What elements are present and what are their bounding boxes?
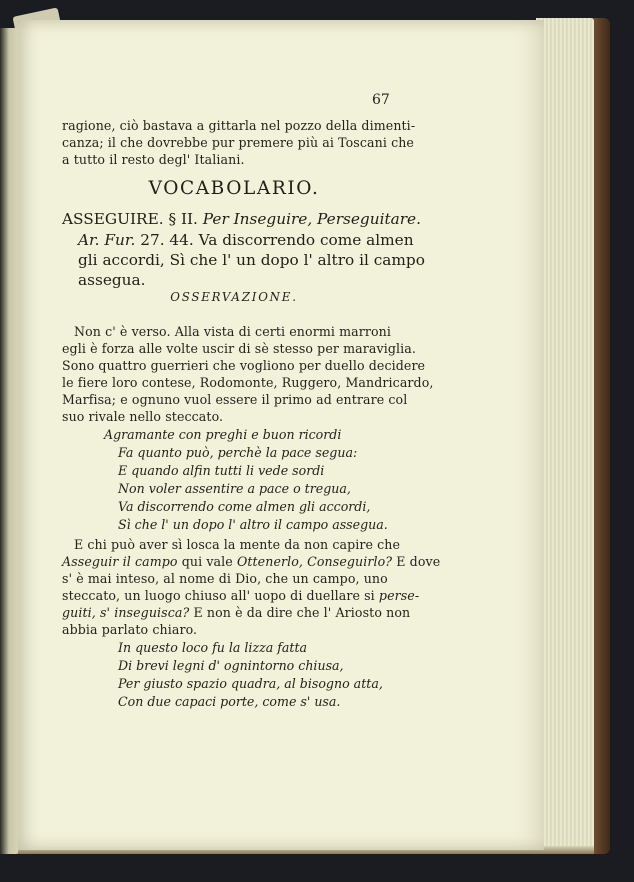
observation-title: OSSERVAZIONE.	[170, 290, 298, 304]
paragraph-line: s' è mai inteso, al nome di Dio, che un campo, uno	[62, 571, 388, 586]
paragraph-line: egli è forza alle volte uscir di sè stesso per maraviglia.	[62, 341, 416, 356]
roman-phrase: E non è da dire che l' Ariosto non	[189, 605, 411, 620]
entry-line	[78, 231, 414, 249]
entry-line: gli accordi, Sì che l' un dopo l' altro il campo	[78, 251, 425, 269]
paragraph-line	[62, 554, 440, 569]
paragraph-line: Sono quattro guerrieri che vogliono per duello decidere	[62, 358, 426, 373]
section-heading: VOCABOLARIO.	[148, 178, 320, 199]
intro-line: a tutto il resto degl' Italiani.	[62, 152, 245, 167]
verse-line: Per giusto spazio quadra, al bisogno atta,	[118, 676, 383, 691]
verse-line: Di brevi legni d' ognintorno chiusa,	[118, 658, 344, 673]
paragraph-line	[62, 605, 410, 620]
entry-definition: Per Inseguire, Perseguitare.	[202, 210, 421, 228]
verse-line: Con due capaci porte, come s' usa.	[118, 694, 341, 709]
paragraph-line	[62, 588, 419, 603]
entry-line	[62, 210, 421, 228]
roman-phrase: E dove	[392, 554, 441, 569]
italic-phrase: perse-	[378, 588, 420, 603]
entry-headword: ASSEGUIRE. § II.	[62, 210, 203, 228]
paragraph-line: Marfisa; e ognuno vuol essere il primo ad entrare col	[62, 392, 408, 407]
verse-line: In questo loco fu la lizza fatta	[118, 640, 308, 655]
italic-phrase: Ottenerlo, Conseguirlo?	[236, 554, 393, 569]
paragraph-line: abbia parlato chiaro.	[62, 622, 198, 637]
entry-citation: 27. 44. Va discorrendo come almen	[135, 231, 414, 249]
verse-line: Va discorrendo come almen gli accordi,	[118, 499, 371, 514]
entry-line: assegua.	[78, 271, 146, 289]
page-number: 67	[372, 92, 390, 108]
italic-phrase: Asseguir il campo	[62, 554, 178, 569]
paragraph-line: Non c' è verso. Alla vista di certi enormi marroni	[74, 324, 392, 339]
paragraph-line: le fiere loro contese, Rodomonte, Ruggero, Mandricardo,	[62, 375, 434, 390]
left-page-edge	[0, 28, 20, 854]
italic-phrase: guiti, s' inseguisca?	[62, 605, 190, 620]
verse-line: Non voler assentire a pace o tregua,	[118, 481, 351, 496]
entry-source: Ar. Fur.	[78, 231, 136, 249]
roman-phrase: steccato, un luogo chiuso all' uopo di duellare si	[62, 588, 379, 603]
verse-line: Agramante con preghi e buon ricordi	[104, 427, 342, 442]
verse-line: E quando alfin tutti li vede sordi	[118, 463, 325, 478]
verse-line: Sì che l' un dopo l' altro il campo assegua.	[118, 517, 388, 532]
page-stack-edge	[536, 18, 594, 854]
roman-phrase: qui vale	[177, 554, 237, 569]
paragraph-line: suo rivale nello steccato.	[62, 409, 224, 424]
paragraph-line: E chi può aver sì losca la mente da non capire che	[74, 537, 401, 552]
intro-line: ragione, ciò bastava a gittarla nel pozzo della dimenti-	[62, 118, 416, 133]
intro-line: canza; il che dovrebbe pur premere più ai Toscani che	[62, 135, 414, 150]
heading-block	[62, 0, 406, 230]
verse-line: Fa quanto può, perchè la pace segua:	[118, 445, 358, 460]
